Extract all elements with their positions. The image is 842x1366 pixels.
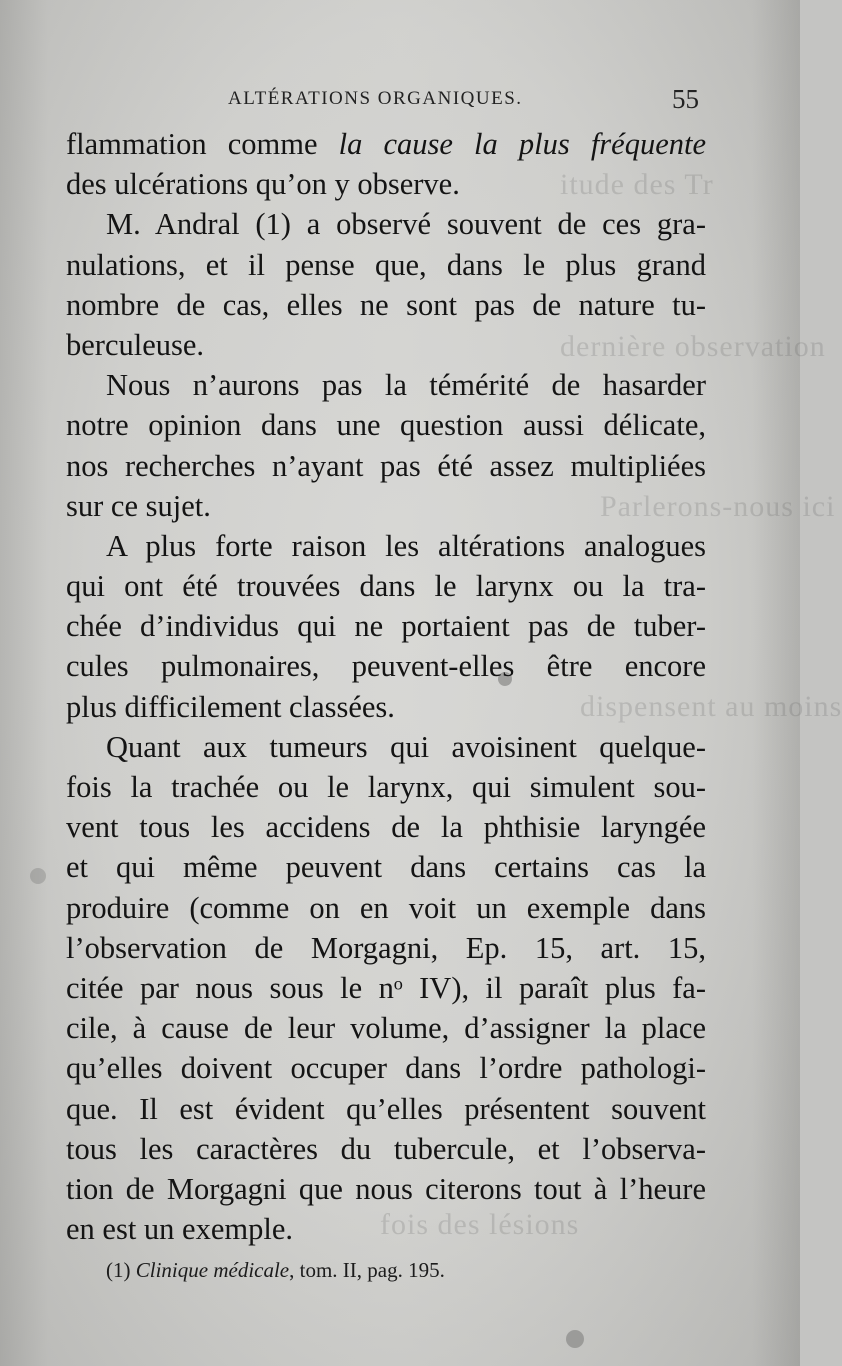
text-line bbox=[66, 1129, 706, 1169]
text-segment: tion de Morgagni que nous citerons tout à l’heure bbox=[66, 1171, 706, 1206]
text-line bbox=[66, 1089, 706, 1129]
text-segment: A plus forte raison les altérations analogues bbox=[106, 528, 706, 563]
text-segment: berculeuse. bbox=[66, 327, 205, 362]
text-segment: M. Andral (1) a observé souvent de ces gra- bbox=[106, 207, 706, 242]
text-segment: nos recherches n’ayant pas été assez multipliées bbox=[66, 448, 706, 483]
show-through-text: dispensent au moins bbox=[580, 690, 842, 723]
text-segment: produire (comme on en voit un exemple dans bbox=[66, 890, 706, 925]
text-segment: Quant aux tumeurs qui avoisinent quelque- bbox=[106, 729, 706, 764]
text-segment: citée par nous sous le nᵒ IV), il paraît plus fa- bbox=[66, 970, 706, 1005]
text-segment: sur ce sujet. bbox=[66, 488, 211, 523]
text-segment: qu’elles doivent occuper dans l’ordre pathologi- bbox=[66, 1051, 706, 1086]
text-line bbox=[66, 847, 706, 887]
text-line bbox=[66, 204, 706, 244]
text-segment: flammation comme bbox=[66, 127, 339, 161]
text-segment: vent tous les accidens de la phthisie laryngée bbox=[66, 810, 706, 845]
footnote-reference: , tom. II, pag. 195. bbox=[289, 1258, 445, 1282]
text-line bbox=[66, 767, 706, 807]
text-segment: chée d’individus qui ne portaient pas de tuber- bbox=[66, 609, 706, 644]
text-line bbox=[66, 606, 706, 646]
text-segment: des ulcérations qu’on y observe. bbox=[66, 167, 460, 202]
text-segment: cile, à cause de leur volume, d’assigner la place bbox=[66, 1011, 706, 1046]
text-line bbox=[66, 1209, 706, 1249]
body-text bbox=[66, 124, 706, 1249]
text-segment: en est un exemple. bbox=[66, 1212, 293, 1247]
text-segment: Nous n’aurons pas la témérité de hasarder bbox=[106, 368, 706, 403]
text-segment: nulations, et il pense que, dans le plus grand bbox=[66, 247, 706, 282]
footnote bbox=[106, 1258, 445, 1283]
text-line bbox=[66, 566, 706, 606]
text-line bbox=[66, 124, 706, 164]
text-line bbox=[66, 285, 706, 325]
running-head: ALTÉRATIONS ORGANIQUES. bbox=[228, 88, 523, 109]
text-segment: l’observation de Morgagni, Ep. 15, art. 15, bbox=[66, 930, 706, 965]
text-line bbox=[66, 486, 706, 526]
text-segment: et qui même peuvent dans certains cas la bbox=[66, 850, 706, 885]
text-segment: que. Il est évident qu’elles présentent souvent bbox=[66, 1091, 706, 1126]
show-through-text: fois des lésions bbox=[380, 1208, 580, 1241]
show-through-text: itude des Tr bbox=[560, 168, 714, 201]
text-line bbox=[66, 1169, 706, 1209]
text-line bbox=[66, 365, 706, 405]
page-number: 55 bbox=[672, 84, 699, 114]
footnote-marker: (1) bbox=[106, 1258, 136, 1282]
text-line bbox=[66, 928, 706, 968]
text-line bbox=[66, 1048, 706, 1088]
text-line bbox=[66, 968, 706, 1008]
text-line bbox=[66, 888, 706, 928]
page-header bbox=[0, 86, 800, 116]
text-segment: notre opinion dans une question aussi délicate, bbox=[66, 408, 706, 443]
paper-blemish bbox=[566, 1330, 584, 1348]
text-segment: cules pulmonaires, peuvent-elles être encore bbox=[66, 649, 706, 684]
text-line bbox=[66, 325, 706, 365]
text-line bbox=[66, 807, 706, 847]
text-line bbox=[66, 1008, 706, 1048]
text-segment: fois la trachée ou le larynx, qui simulent sou- bbox=[66, 770, 706, 804]
text-segment: nombre de cas, elles ne sont pas de nature tu- bbox=[66, 287, 706, 322]
italic-text: la cause la plus fréquente bbox=[338, 127, 706, 161]
text-line bbox=[66, 446, 706, 486]
text-segment: qui ont été trouvées dans le larynx ou la tra- bbox=[66, 569, 706, 604]
text-segment: plus difficilement classées. bbox=[66, 689, 395, 724]
text-line bbox=[66, 245, 706, 285]
footnote-title: Clinique médicale bbox=[135, 1258, 290, 1282]
text-line bbox=[66, 646, 706, 686]
text-line bbox=[66, 526, 706, 566]
show-through-text: Parlerons-nous ici bbox=[600, 490, 836, 523]
show-through-text: dernière observation bbox=[560, 330, 826, 363]
text-segment: tous les caractères du tubercule, et l’observa- bbox=[66, 1131, 706, 1166]
text-line bbox=[66, 727, 706, 767]
text-line bbox=[66, 405, 706, 445]
text-line bbox=[66, 164, 706, 204]
paper-blemish bbox=[30, 868, 46, 884]
text-line bbox=[66, 687, 706, 727]
